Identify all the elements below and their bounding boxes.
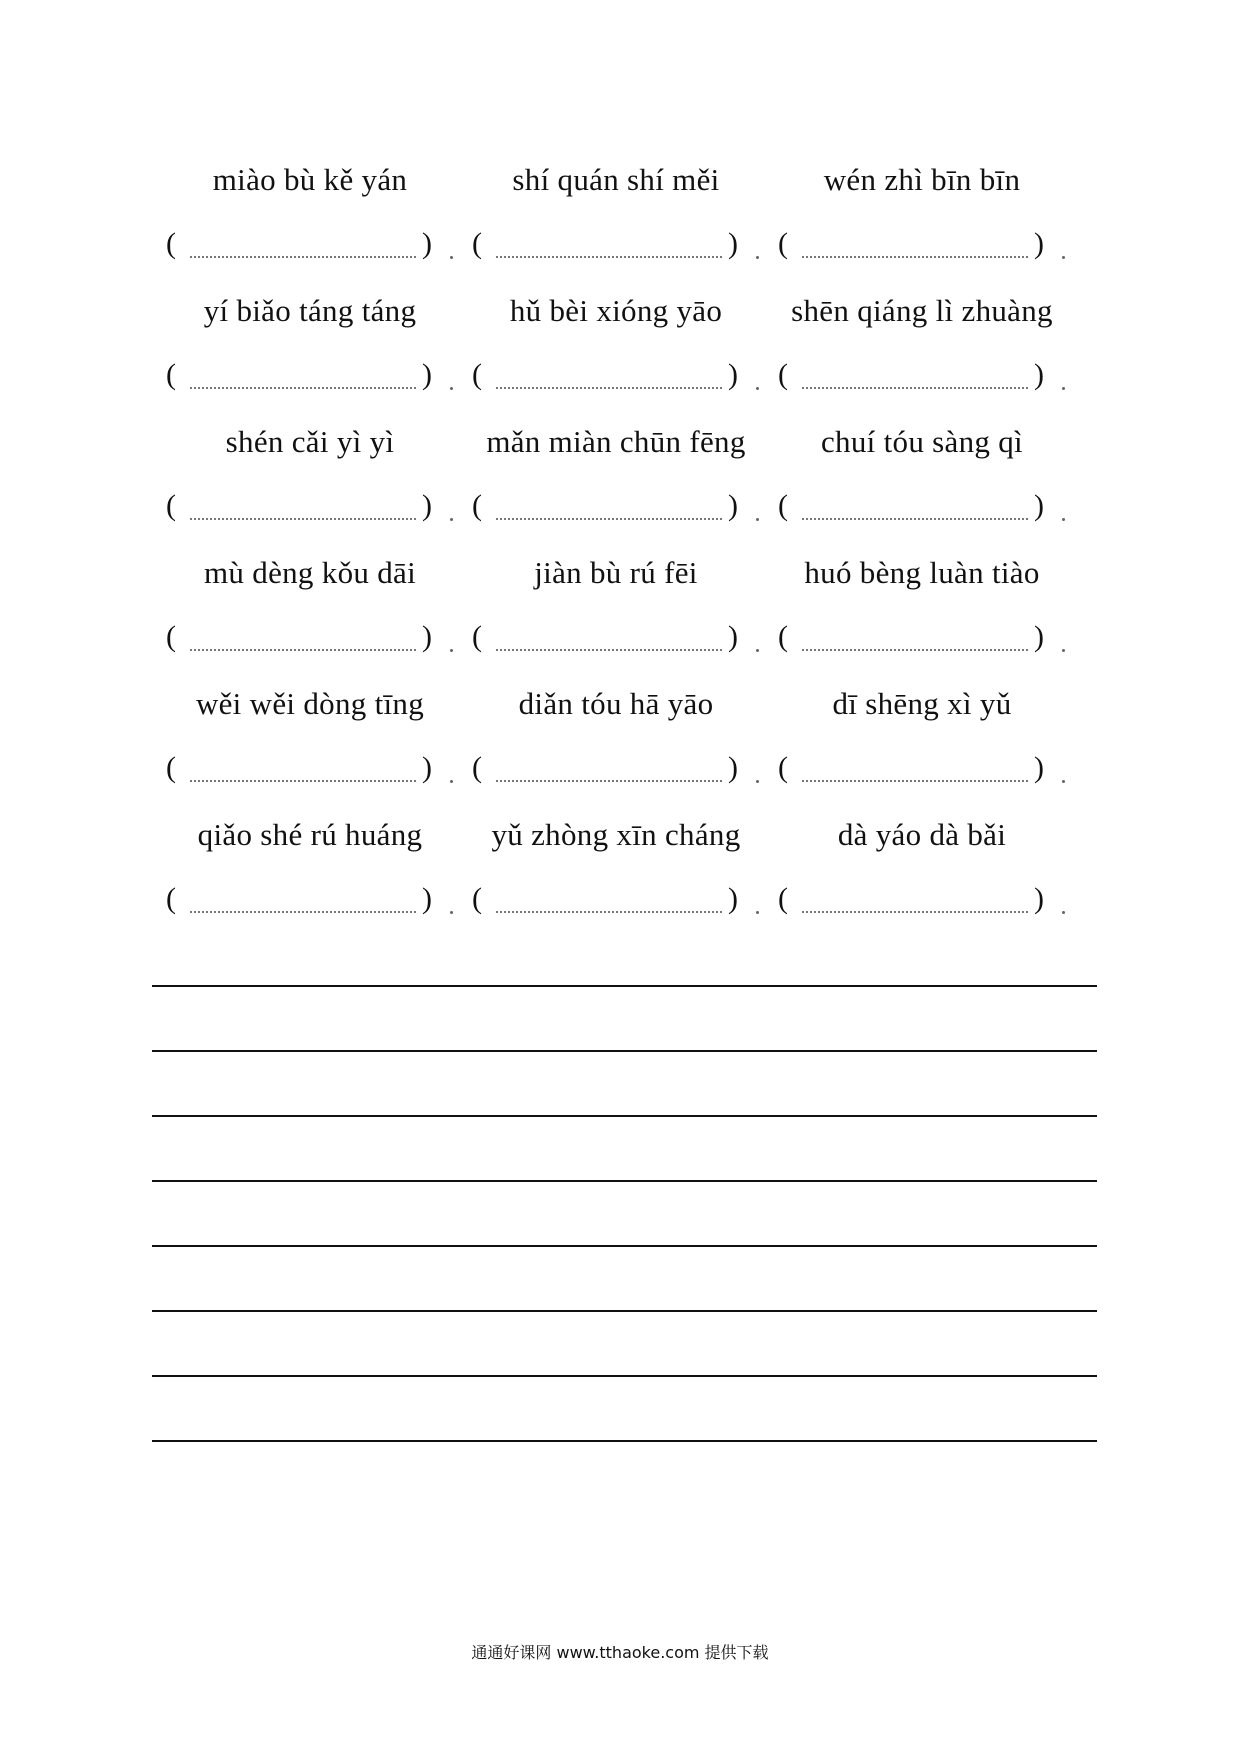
- exercise-item: [466, 684, 766, 786]
- writing-line[interactable]: [152, 1050, 1097, 1052]
- dotted-answer-line: [496, 387, 722, 389]
- exercise-item: [772, 291, 1072, 393]
- pinyin-prompt: chuí tóu sàng qì: [821, 424, 1023, 459]
- trailing-dot: [1062, 518, 1065, 521]
- answer-blank[interactable]: [160, 357, 460, 393]
- answer-blank[interactable]: [160, 881, 460, 917]
- pinyin-prompt: mǎn miàn chūn fēng: [486, 424, 746, 459]
- writing-area[interactable]: [152, 985, 1097, 1505]
- exercise-row: [160, 684, 1100, 815]
- answer-blank[interactable]: [160, 226, 460, 262]
- open-paren: (: [778, 227, 788, 260]
- open-paren: (: [472, 751, 482, 784]
- answer-blank[interactable]: [466, 357, 766, 393]
- answer-blank[interactable]: [160, 750, 460, 786]
- dotted-answer-line: [802, 649, 1028, 651]
- pinyin-prompt: huó bèng luàn tiào: [804, 555, 1040, 590]
- dotted-answer-line: [802, 518, 1028, 520]
- answer-blank[interactable]: [772, 881, 1072, 917]
- pinyin-prompt: dī shēng xì yǔ: [832, 686, 1012, 721]
- answer-blank[interactable]: [466, 750, 766, 786]
- pinyin-exercise-grid: [160, 160, 1100, 946]
- answer-blank[interactable]: [772, 357, 1072, 393]
- open-paren: (: [166, 489, 176, 522]
- footer-credit: 通通好课网 www.tthaoke.com 提供下载: [471, 1643, 769, 1662]
- trailing-dot: [450, 911, 453, 914]
- pinyin-prompt: wén zhì bīn bīn: [823, 162, 1021, 197]
- dotted-answer-line: [496, 256, 722, 258]
- pinyin-prompt: diǎn tóu hā yāo: [518, 686, 714, 721]
- trailing-dot: [1062, 649, 1065, 652]
- dotted-answer-line: [496, 911, 722, 913]
- open-paren: (: [778, 358, 788, 391]
- close-paren: ): [728, 751, 738, 784]
- exercise-row: [160, 553, 1100, 684]
- answer-blank[interactable]: [466, 226, 766, 262]
- pinyin-prompt: hǔ bèi xióng yāo: [509, 293, 723, 328]
- open-paren: (: [166, 882, 176, 915]
- writing-line[interactable]: [152, 1115, 1097, 1117]
- dotted-answer-line: [190, 780, 416, 782]
- answer-blank[interactable]: [466, 488, 766, 524]
- pinyin-prompt: jiàn bù rú fēi: [534, 555, 698, 590]
- trailing-dot: [450, 518, 453, 521]
- trailing-dot: [450, 780, 453, 783]
- trailing-dot: [756, 911, 759, 914]
- pinyin-prompt: miào bù kě yán: [212, 162, 408, 197]
- close-paren: ): [1034, 882, 1044, 915]
- open-paren: (: [778, 489, 788, 522]
- exercise-row: [160, 160, 1100, 291]
- exercise-row: [160, 815, 1100, 946]
- pinyin-prompt: qiǎo shé rú huáng: [197, 817, 423, 852]
- exercise-item: [772, 422, 1072, 524]
- close-paren: ): [728, 489, 738, 522]
- answer-blank[interactable]: [772, 488, 1072, 524]
- close-paren: ): [422, 882, 432, 915]
- open-paren: (: [472, 489, 482, 522]
- exercise-item: [772, 684, 1072, 786]
- close-paren: ): [1034, 489, 1044, 522]
- open-paren: (: [778, 882, 788, 915]
- close-paren: ): [1034, 751, 1044, 784]
- pinyin-prompt: dà yáo dà bǎi: [837, 817, 1007, 852]
- answer-blank[interactable]: [466, 881, 766, 917]
- pinyin-prompt: shí quán shí měi: [512, 162, 720, 197]
- close-paren: ): [422, 489, 432, 522]
- dotted-answer-line: [802, 780, 1028, 782]
- close-paren: ): [1034, 227, 1044, 260]
- exercise-row: [160, 422, 1100, 553]
- trailing-dot: [756, 387, 759, 390]
- writing-line[interactable]: [152, 1375, 1097, 1377]
- exercise-item: [160, 422, 460, 524]
- pinyin-prompt: shén cǎi yì yì: [225, 424, 395, 459]
- close-paren: ): [728, 227, 738, 260]
- trailing-dot: [1062, 256, 1065, 259]
- trailing-dot: [1062, 387, 1065, 390]
- pinyin-prompt: yǔ zhòng xīn cháng: [491, 817, 741, 852]
- open-paren: (: [472, 882, 482, 915]
- answer-blank[interactable]: [772, 750, 1072, 786]
- dotted-answer-line: [802, 911, 1028, 913]
- trailing-dot: [450, 256, 453, 259]
- exercise-item: [160, 684, 460, 786]
- dotted-answer-line: [190, 911, 416, 913]
- exercise-item: [772, 553, 1072, 655]
- open-paren: (: [166, 358, 176, 391]
- trailing-dot: [450, 649, 453, 652]
- exercise-item: [466, 160, 766, 262]
- writing-line[interactable]: [152, 1180, 1097, 1182]
- exercise-item: [466, 291, 766, 393]
- open-paren: (: [166, 620, 176, 653]
- open-paren: (: [778, 751, 788, 784]
- close-paren: ): [1034, 620, 1044, 653]
- close-paren: ): [422, 358, 432, 391]
- dotted-answer-line: [496, 518, 722, 520]
- answer-blank[interactable]: [160, 619, 460, 655]
- answer-blank[interactable]: [772, 226, 1072, 262]
- close-paren: ): [728, 358, 738, 391]
- open-paren: (: [166, 751, 176, 784]
- close-paren: ): [422, 620, 432, 653]
- trailing-dot: [756, 780, 759, 783]
- pinyin-prompt: shēn qiáng lì zhuàng: [791, 293, 1053, 328]
- exercise-item: [160, 291, 460, 393]
- dotted-answer-line: [496, 780, 722, 782]
- exercise-item: [466, 422, 766, 524]
- dotted-answer-line: [802, 387, 1028, 389]
- close-paren: ): [422, 751, 432, 784]
- close-paren: ): [728, 620, 738, 653]
- exercise-row: [160, 291, 1100, 422]
- pinyin-prompt: wěi wěi dòng tīng: [195, 686, 425, 721]
- answer-blank[interactable]: [772, 619, 1072, 655]
- pinyin-prompt: yí biǎo táng táng: [203, 293, 417, 328]
- dotted-answer-line: [190, 256, 416, 258]
- writing-line[interactable]: [152, 1440, 1097, 1442]
- writing-line[interactable]: [152, 985, 1097, 987]
- trailing-dot: [756, 518, 759, 521]
- exercise-item: [160, 553, 460, 655]
- dotted-answer-line: [190, 518, 416, 520]
- open-paren: (: [472, 358, 482, 391]
- exercise-item: [466, 553, 766, 655]
- dotted-answer-line: [802, 256, 1028, 258]
- exercise-item: [772, 160, 1072, 262]
- exercise-item: [160, 160, 460, 262]
- open-paren: (: [166, 227, 176, 260]
- trailing-dot: [450, 387, 453, 390]
- dotted-answer-line: [496, 649, 722, 651]
- open-paren: (: [778, 620, 788, 653]
- trailing-dot: [756, 256, 759, 259]
- trailing-dot: [1062, 911, 1065, 914]
- answer-blank[interactable]: [466, 619, 766, 655]
- dotted-answer-line: [190, 387, 416, 389]
- pinyin-prompt: mù dèng kǒu dāi: [204, 555, 416, 590]
- trailing-dot: [756, 649, 759, 652]
- writing-line[interactable]: [152, 1245, 1097, 1247]
- dotted-answer-line: [190, 649, 416, 651]
- close-paren: ): [422, 227, 432, 260]
- open-paren: (: [472, 227, 482, 260]
- exercise-item: [466, 815, 766, 917]
- answer-blank[interactable]: [160, 488, 460, 524]
- exercise-item: [160, 815, 460, 917]
- exercise-item: [772, 815, 1072, 917]
- close-paren: ): [1034, 358, 1044, 391]
- trailing-dot: [1062, 780, 1065, 783]
- open-paren: (: [472, 620, 482, 653]
- close-paren: ): [728, 882, 738, 915]
- writing-line[interactable]: [152, 1310, 1097, 1312]
